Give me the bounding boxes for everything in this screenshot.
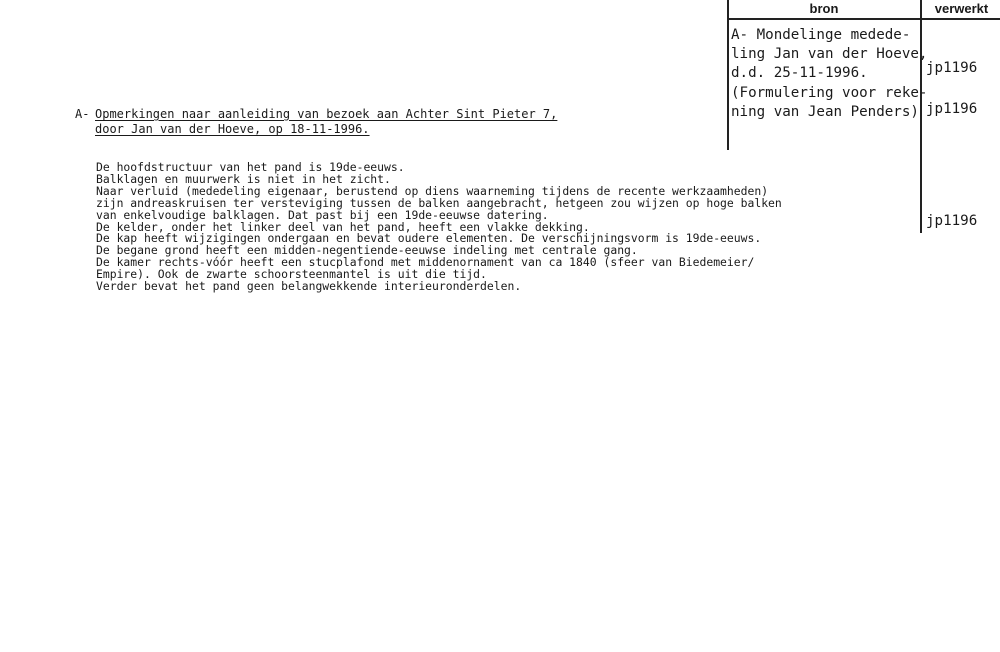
body-line: De hoofdstructuur van het pand is 19de-eeuws. [96,160,405,174]
source-entry-line: (Formulering voor reke- [731,85,928,101]
column-header-verwerkt: verwerkt [934,1,989,16]
source-entry-line: A- Mondelinge medede- [731,27,911,43]
body-line: De kap heeft wijzigingen ondergaan en bevat oudere elementen. De verschijningsvorm is 19de-eeuws. [96,231,762,246]
body-text [96,162,782,293]
section-marker: A- [75,107,90,121]
source-entry-mondelinge [731,26,926,83]
body-line: Balklagen en muurwerk is niet in het zicht. [96,171,391,186]
verwerkt-code: jp1196 [926,60,978,76]
document-heading: Opmerkingen naar aanleiding van bezoek aan Achter Sint Pieter 7, [95,107,558,121]
body-line: De kelder, onder het linker deel van het pand, heeft een vlakke dekking. [96,219,590,234]
source-entry-line: ling Jan van der Hoeve, [731,46,928,62]
body-line: Naar verluid (mededeling eigenaar, berustend op diens waarneming tijdens de recente werkzaamheden) [96,183,769,198]
source-entry-line: ning van Jean Penders) [731,104,919,120]
body-line: van enkelvoudige balklagen. Dat past bij een 19de-eeuwse datering. [96,207,549,222]
table-divider-left [727,0,729,150]
source-entry-line: d.d. 25-11-1996. [731,65,868,81]
verwerkt-code: jp1196 [926,101,978,117]
verwerkt-code: jp1196 [926,213,978,229]
column-header-bron: bron [809,1,839,16]
body-line: zijn andreaskruisen ter versteviging tussen de balken aangebracht, hetgeen zou wijzen op hoge balken [96,195,782,210]
source-entry-formulering [731,84,926,122]
body-line: Empire). Ook de zwarte schoorsteenmantel is uit die tijd. [96,267,487,282]
document-heading: door Jan van der Hoeve, op 18-11-1996. [95,122,370,136]
table-header-rule [727,18,1000,20]
body-line: De kamer rechts-vóór heeft een stucplafond met middenornament van ca 1840 (sfeer van Biedemeier/ [96,255,755,270]
body-line: Verder bevat het pand geen belangwekkende interieuronderdelen. [96,279,522,294]
body-line: De begane grond heeft een midden-negentiende-eeuwse indeling met centrale gang. [96,243,638,258]
